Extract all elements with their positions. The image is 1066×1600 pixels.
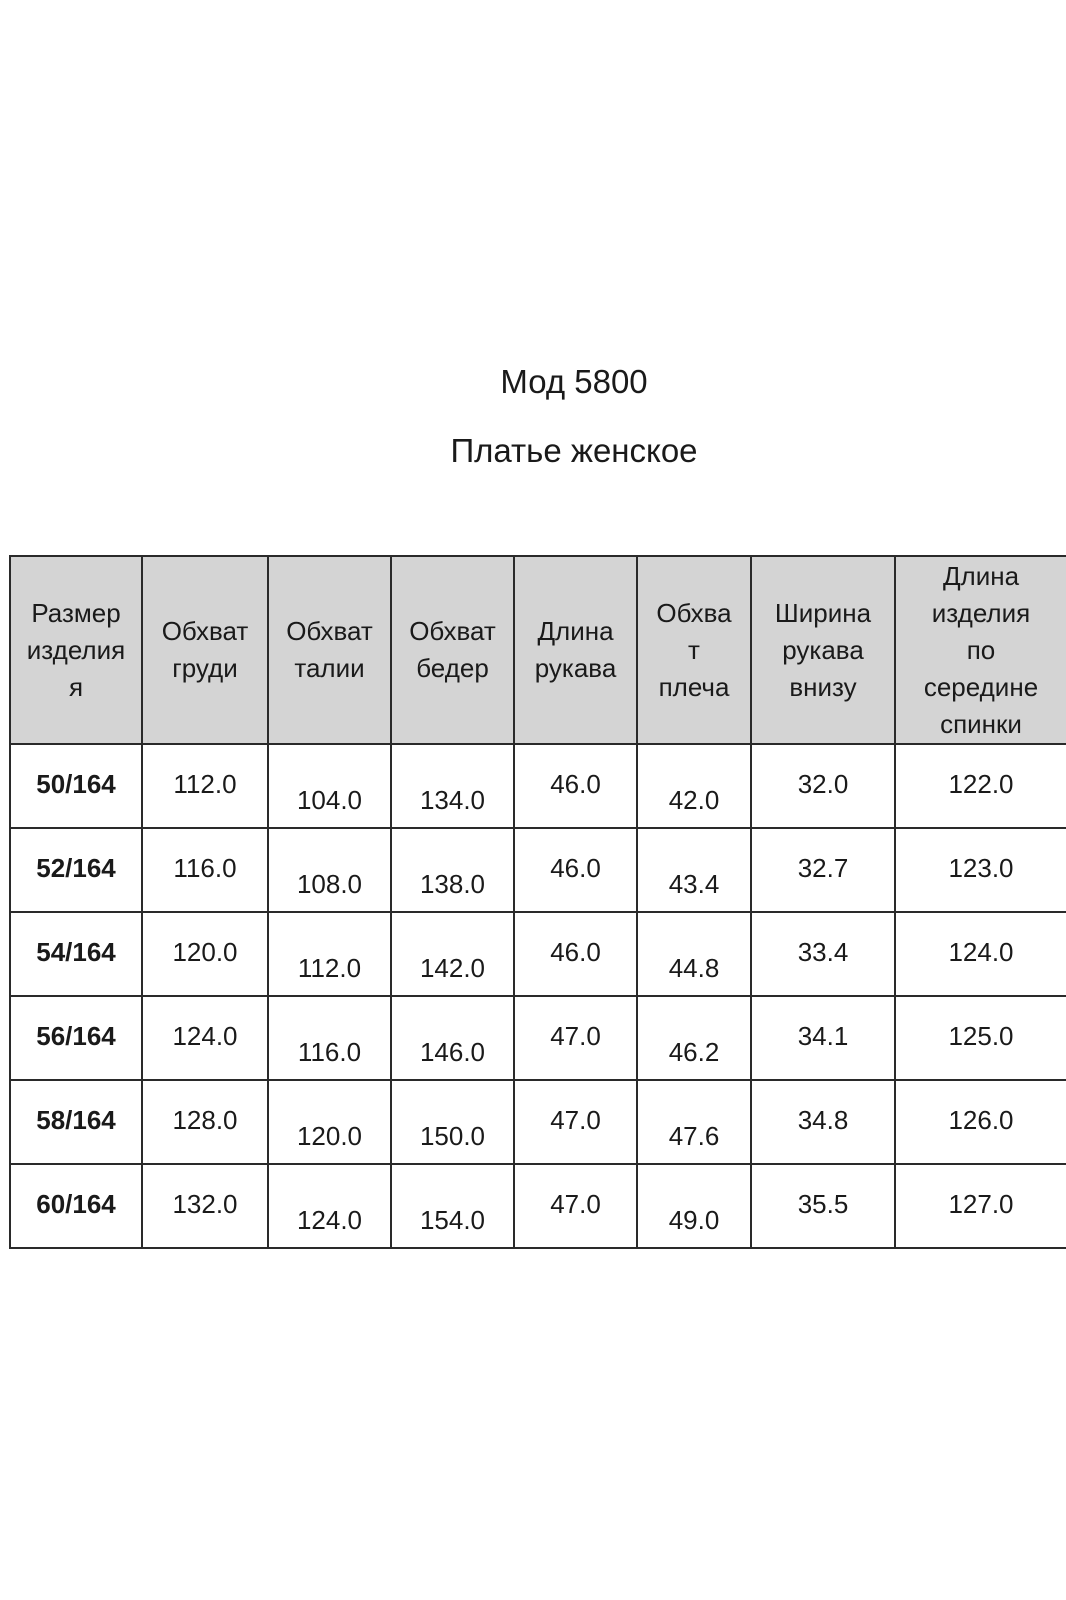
- waist-cell: [268, 1080, 391, 1164]
- header-shoulder-girth: Обхва т плеча: [637, 556, 751, 744]
- size-cell: [10, 744, 142, 828]
- cell-value: 132.0: [172, 1189, 238, 1219]
- chest-cell: [142, 1080, 268, 1164]
- sleeve-length-cell: [514, 1080, 637, 1164]
- cell-value: 124.0: [948, 937, 1014, 967]
- hip-cell: [391, 996, 514, 1080]
- header-back-length: Длина изделия по середине спинки: [895, 556, 1066, 744]
- waist-cell: [268, 828, 391, 912]
- cell-value: 138.0: [419, 869, 486, 899]
- cell-value: 46.0: [550, 769, 601, 799]
- cell-value: 108.0: [296, 869, 363, 899]
- table-body: [10, 744, 1066, 1248]
- shoulder-cell: [637, 1164, 751, 1248]
- back-length-cell: [895, 1164, 1066, 1248]
- header-row: [10, 556, 1066, 744]
- cell-value: 50/164: [36, 769, 116, 799]
- page-subtitle: Платье женское: [450, 432, 698, 469]
- back-length-cell: [895, 996, 1066, 1080]
- cell-value: 60/164: [36, 1189, 116, 1219]
- cell-value: 49.0: [668, 1205, 720, 1235]
- cell-value: 150.0: [419, 1121, 486, 1151]
- waist-cell: [268, 996, 391, 1080]
- table-row: [10, 1080, 1066, 1164]
- sleeve-length-cell: [514, 912, 637, 996]
- sleeve-length-cell: [514, 1164, 637, 1248]
- header-hip-girth: Обхват бедер: [391, 556, 514, 744]
- cell-value: 126.0: [948, 1105, 1014, 1135]
- header-chest-girth: Обхват груди: [142, 556, 268, 744]
- hip-cell: [391, 828, 514, 912]
- shoulder-cell: [637, 996, 751, 1080]
- table-row: [10, 996, 1066, 1080]
- table-row: [10, 744, 1066, 828]
- header-sleeve-length: Длина рукава: [514, 556, 637, 744]
- cell-value: 122.0: [948, 769, 1014, 799]
- cell-value: 46.0: [550, 853, 601, 883]
- table-row: [10, 912, 1066, 996]
- header-sleeve-width-bottom: Ширина рукава внизу: [751, 556, 895, 744]
- sleeve-width-cell: [751, 1164, 895, 1248]
- cell-value: 47.0: [550, 1021, 601, 1051]
- shoulder-cell: [637, 828, 751, 912]
- cell-value: 44.8: [668, 953, 720, 983]
- cell-value: 128.0: [172, 1105, 238, 1135]
- cell-value: 46.0: [550, 937, 601, 967]
- shoulder-cell: [637, 912, 751, 996]
- table-header: [10, 556, 1066, 744]
- cell-value: 124.0: [296, 1205, 363, 1235]
- waist-cell: [268, 1164, 391, 1248]
- table-row: [10, 828, 1066, 912]
- cell-value: 116.0: [297, 1037, 362, 1067]
- hip-cell: [391, 744, 514, 828]
- cell-value: 47.6: [668, 1121, 720, 1151]
- back-length-cell: [895, 744, 1066, 828]
- cell-value: 58/164: [36, 1105, 116, 1135]
- waist-cell: [268, 912, 391, 996]
- back-length-cell: [895, 828, 1066, 912]
- sleeve-length-cell: [514, 744, 637, 828]
- sleeve-width-cell: [751, 828, 895, 912]
- size-cell: [10, 828, 142, 912]
- back-length-cell: [895, 1080, 1066, 1164]
- cell-value: 154.0: [419, 1205, 486, 1235]
- cell-value: 112.0: [173, 769, 237, 799]
- size-cell: [10, 912, 142, 996]
- cell-value: 42.0: [668, 785, 720, 815]
- shoulder-cell: [637, 1080, 751, 1164]
- cell-value: 116.0: [173, 853, 237, 883]
- sleeve-width-cell: [751, 744, 895, 828]
- cell-value: 120.0: [296, 1121, 363, 1151]
- cell-value: 134.0: [419, 785, 486, 815]
- cell-value: 112.0: [297, 953, 362, 983]
- cell-value: 33.4: [797, 937, 849, 967]
- hip-cell: [391, 1164, 514, 1248]
- cell-value: 32.0: [797, 769, 849, 799]
- page-title: Мод 5800: [500, 363, 648, 400]
- sleeve-width-cell: [751, 912, 895, 996]
- hip-cell: [391, 1080, 514, 1164]
- size-cell: [10, 1080, 142, 1164]
- cell-value: 54/164: [36, 937, 116, 967]
- cell-value: 35.5: [797, 1189, 849, 1219]
- cell-value: 120.0: [172, 937, 238, 967]
- chest-cell: [142, 996, 268, 1080]
- shoulder-cell: [637, 744, 751, 828]
- cell-value: 47.0: [550, 1105, 601, 1135]
- chest-cell: [142, 744, 268, 828]
- cell-value: 34.1: [797, 1021, 849, 1051]
- size-cell: [10, 996, 142, 1080]
- cell-value: 52/164: [36, 853, 116, 883]
- hip-cell: [391, 912, 514, 996]
- size-cell: [10, 1164, 142, 1248]
- cell-value: 32.7: [797, 853, 849, 883]
- table-row: [10, 1164, 1066, 1248]
- sleeve-width-cell: [751, 996, 895, 1080]
- chest-cell: [142, 828, 268, 912]
- sleeve-width-cell: [751, 1080, 895, 1164]
- cell-value: 34.8: [797, 1105, 849, 1135]
- cell-value: 47.0: [550, 1189, 601, 1219]
- sleeve-length-cell: [514, 828, 637, 912]
- cell-value: 146.0: [419, 1037, 486, 1067]
- sleeve-length-cell: [514, 996, 637, 1080]
- size-table: [9, 555, 1066, 1249]
- cell-value: 123.0: [948, 853, 1014, 883]
- cell-value: 127.0: [948, 1189, 1014, 1219]
- chest-cell: [142, 912, 268, 996]
- cell-value: 43.4: [668, 869, 720, 899]
- back-length-cell: [895, 912, 1066, 996]
- header-waist-girth: Обхват талии: [268, 556, 391, 744]
- chest-cell: [142, 1164, 268, 1248]
- header-size: Размер изделия я: [10, 556, 142, 744]
- cell-value: 46.2: [668, 1037, 720, 1067]
- cell-value: 124.0: [172, 1021, 238, 1051]
- cell-value: 142.0: [419, 953, 486, 983]
- cell-value: 104.0: [296, 785, 363, 815]
- waist-cell: [268, 744, 391, 828]
- cell-value: 125.0: [948, 1021, 1014, 1051]
- cell-value: 56/164: [36, 1021, 116, 1051]
